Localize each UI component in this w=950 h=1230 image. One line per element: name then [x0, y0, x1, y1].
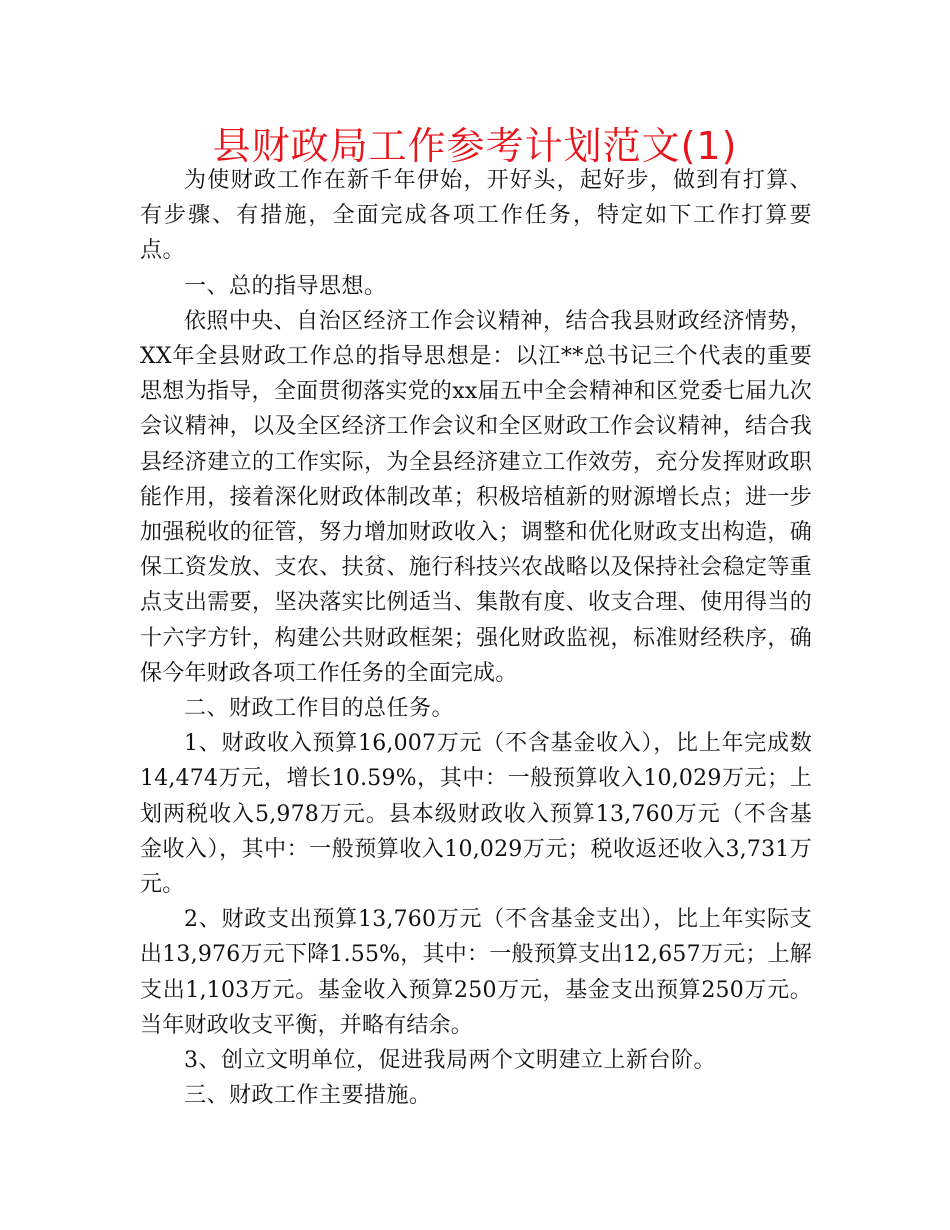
paragraph-civilized-unit: 3、创立文明单位，促进我局两个文明建立上新台阶。: [184, 1048, 716, 1074]
paragraph-intro: 为使财政工作在新千年伊始，开好头，起好步，做到有打算、有步骤、有措施，全面完成各项工作任务，特定如下工作打算要点。: [140, 168, 812, 264]
document-title: 县财政局工作参考计划范文(1): [212, 124, 738, 168]
document-body: [140, 163, 812, 1113]
paragraph-guiding-thought: 依照中央、自治区经济工作会议精神，结合我县财政经济情势，XX年全县财政工作总的指导思想是：以江**总书记三个代表的重要思想为指导，全面贯彻落实党的xx届五中全会精神和区党委七届九次会议精神，以及全区经济工作会议和全区财政工作会议精神，结合我县经济建立的工作实际，为全县经济建立工作效劳，充分发挥财政职能作用，接着深化财政体制改革；积极培植新的财源增长点；进一步加强税收的征管，努力增加财政收入；调整和优化财政支出构造，确保工资发放、支农、扶贫、施行科技兴农战略以及保持社会稳定等重点支出需要，坚决落实比例适当、集散有度、收支合理、使用得当的十六字方针，构建公共财政框架；强化财政监视，标准财经秩序，确保今年财政各项工作任务的全面完成。: [140, 308, 812, 686]
heading-guiding-thought: 一、总的指导思想。: [184, 273, 387, 299]
heading-overall-task: 二、财政工作目的总任务。: [184, 696, 455, 722]
heading-main-measures: 三、财政工作主要措施。: [184, 1083, 432, 1109]
paragraph-expenditure-budget: 2、财政支出预算13,760万元（不含基金支出），比上年实际支出13,976万元下降1.55%，其中：一般预算支出12,657万元；上解支出1,103万元。基金收入预算250万元，基金支出预算250万元。当年财政收支平衡，并略有结余。: [140, 907, 812, 1038]
paragraph-revenue-budget: 1、财政收入预算16,007万元（不含基金收入），比上年完成数14,474万元，增长10.59%，其中：一般预算收入10,029万元；上划两税收入5,978万元。县本级财政收入预算13,760万元（不含基金收入），其中：一般预算收入10,029万元；税收返还收入3,731万元。: [140, 731, 812, 898]
